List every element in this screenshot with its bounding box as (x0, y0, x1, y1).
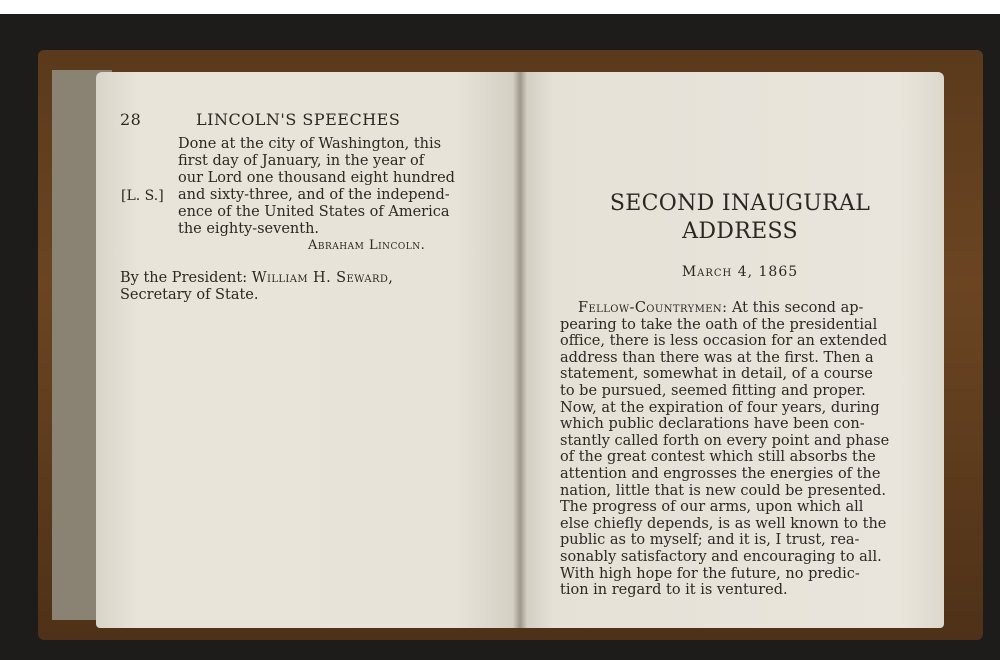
text-line: the eighty-seventh. (178, 221, 320, 237)
text-line: Done at the city of Washington, this (178, 136, 442, 152)
signature: Abraham Lincoln. (308, 238, 426, 253)
attest-line (120, 270, 480, 287)
attest-prefix: By the President: (120, 270, 252, 286)
right-page (520, 72, 944, 628)
text-line: to be pursued, seemed fitting and proper. (560, 382, 866, 399)
attest-name: William H. Seward, (251, 270, 394, 286)
first-line (560, 300, 920, 317)
seal-mark: [L. S.] (121, 188, 164, 204)
running-title: LINCOLN'S SPEECHES (196, 110, 401, 129)
text-line: our Lord one thousand eight hundred (178, 170, 455, 186)
proclamation-closing (178, 136, 478, 238)
text-line: else chiefly depends, is as well known to the (560, 515, 887, 532)
text-line: stantly called forth on every point and phase (560, 432, 890, 449)
text-line: and sixty-three, and of the independ- (178, 187, 450, 203)
text-line: sonably satisfactory and encouraging to all. (560, 548, 882, 565)
address-date: March 4, 1865 (681, 264, 799, 280)
text-line: tion in regard to it is ventured. (560, 582, 788, 599)
text-line: which public declarations have been con- (560, 416, 865, 433)
attest-title: Secretary of State. (120, 287, 259, 303)
book-gutter (513, 72, 527, 628)
text-line: ence of the United States of America (178, 204, 450, 220)
attestation (120, 270, 480, 304)
text-line: attention and engrosses the energies of the (560, 465, 881, 482)
text-line: address than there was at the first. Then a (560, 349, 874, 366)
text-line: office, there is less occasion for an extended (560, 333, 888, 350)
text-line: With high hope for the future, no predic- (560, 565, 860, 582)
text-line: first day of January, in the year of (178, 153, 425, 169)
text-line: Now, at the expiration of four years, during (560, 399, 880, 416)
text-line: public as to myself; and it is, I trust, rea- (560, 532, 860, 549)
page-number: 28 (120, 110, 142, 129)
left-page (96, 72, 520, 628)
address-title-line1: SECOND INAUGURAL (609, 191, 871, 216)
address-title-line2: ADDRESS (682, 219, 798, 244)
text-line: nation, little that is new could be presented. (560, 482, 887, 499)
salutation: Fellow-Countrymen: (578, 300, 728, 316)
text-line: pearing to take the oath of the presidential (560, 316, 878, 333)
address-body (560, 300, 920, 599)
text-line: statement, somewhat in detail, of a course (560, 366, 873, 383)
first-line-rest: At this second ap- (727, 300, 864, 316)
text-line: The progress of our arms, upon which all (560, 499, 864, 516)
text-line: of the great contest which still absorbs the (560, 449, 876, 466)
